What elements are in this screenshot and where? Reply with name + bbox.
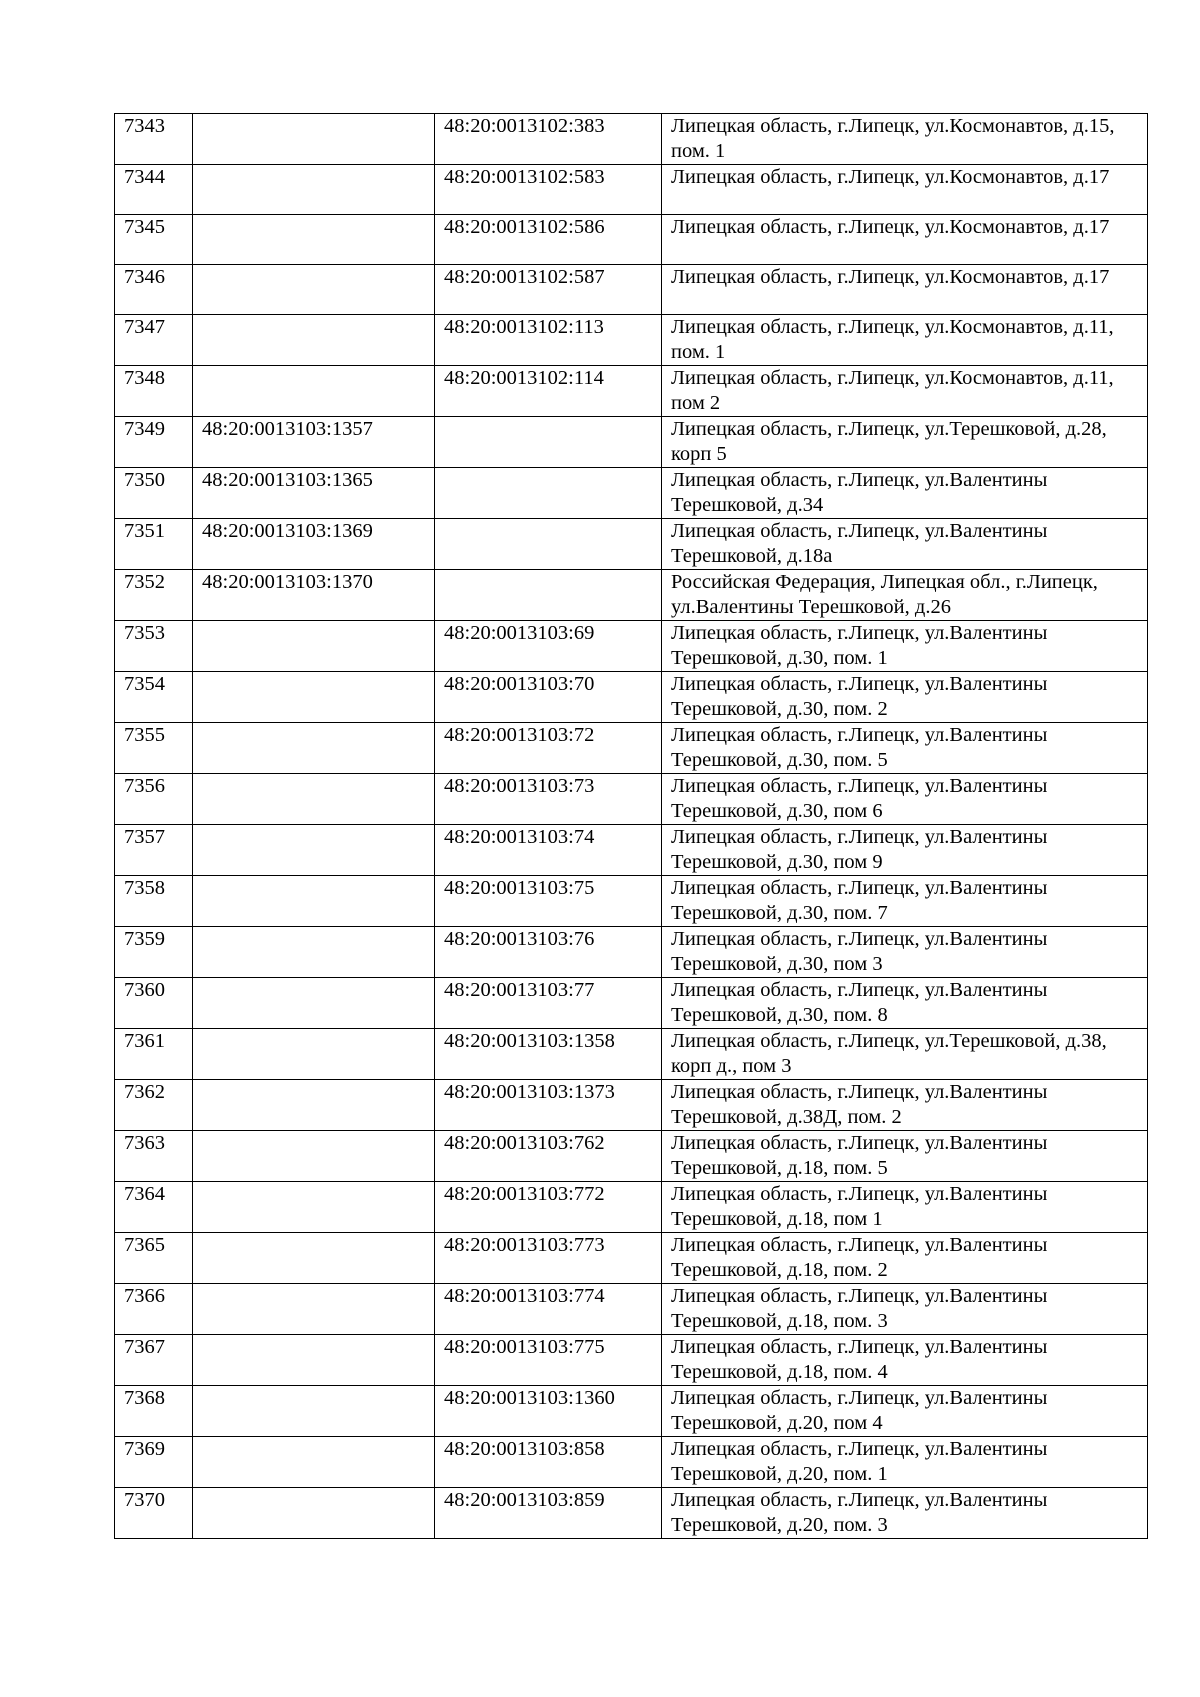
table-row xyxy=(115,265,1148,315)
room-cadastral-number-cell: 48:20:0013102:587 xyxy=(435,265,662,315)
address-cell: Липецкая область, г.Липецк, ул.Космонавтов, д.11, пом 2 xyxy=(662,366,1148,417)
building-cadastral-number-cell: 48:20:0013103:1357 xyxy=(193,417,435,468)
building-cadastral-number-cell xyxy=(193,927,435,978)
building-cadastral-number-cell xyxy=(193,265,435,315)
row-number-cell: 7369 xyxy=(115,1437,193,1488)
building-cadastral-number-cell xyxy=(193,1080,435,1131)
table-row xyxy=(115,315,1148,366)
property-registry-table xyxy=(114,113,1148,1539)
room-cadastral-number-cell: 48:20:0013103:1360 xyxy=(435,1386,662,1437)
building-cadastral-number-cell xyxy=(193,114,435,165)
address-cell: Липецкая область, г.Липецк, ул.Космонавтов, д.17 xyxy=(662,165,1148,215)
table-row xyxy=(115,723,1148,774)
room-cadastral-number-cell: 48:20:0013103:70 xyxy=(435,672,662,723)
address-cell: Липецкая область, г.Липецк, ул.Валентины Терешковой, д.38Д, пом. 2 xyxy=(662,1080,1148,1131)
row-number-cell: 7363 xyxy=(115,1131,193,1182)
address-cell: Липецкая область, г.Липецк, ул.Валентины Терешковой, д.30, пом. 7 xyxy=(662,876,1148,927)
table-row xyxy=(115,927,1148,978)
table-row xyxy=(115,774,1148,825)
row-number-cell: 7348 xyxy=(115,366,193,417)
address-cell: Липецкая область, г.Липецк, ул.Валентины Терешковой, д.18а xyxy=(662,519,1148,570)
row-number-cell: 7344 xyxy=(115,165,193,215)
building-cadastral-number-cell xyxy=(193,723,435,774)
room-cadastral-number-cell: 48:20:0013102:114 xyxy=(435,366,662,417)
address-cell: Липецкая область, г.Липецк, ул.Валентины Терешковой, д.30, пом 9 xyxy=(662,825,1148,876)
building-cadastral-number-cell: 48:20:0013103:1369 xyxy=(193,519,435,570)
building-cadastral-number-cell xyxy=(193,1233,435,1284)
row-number-cell: 7362 xyxy=(115,1080,193,1131)
table-row xyxy=(115,1029,1148,1080)
row-number-cell: 7367 xyxy=(115,1335,193,1386)
table-row xyxy=(115,215,1148,265)
table-body xyxy=(115,114,1148,1539)
table-row xyxy=(115,825,1148,876)
room-cadastral-number-cell xyxy=(435,570,662,621)
building-cadastral-number-cell xyxy=(193,165,435,215)
table-row xyxy=(115,621,1148,672)
address-cell: Липецкая область, г.Липецк, ул.Валентины Терешковой, д.20, пом. 1 xyxy=(662,1437,1148,1488)
room-cadastral-number-cell: 48:20:0013103:1358 xyxy=(435,1029,662,1080)
room-cadastral-number-cell: 48:20:0013103:858 xyxy=(435,1437,662,1488)
table-row xyxy=(115,1080,1148,1131)
row-number-cell: 7351 xyxy=(115,519,193,570)
row-number-cell: 7354 xyxy=(115,672,193,723)
room-cadastral-number-cell: 48:20:0013103:69 xyxy=(435,621,662,672)
address-cell: Липецкая область, г.Липецк, ул.Валентины Терешковой, д.18, пом. 3 xyxy=(662,1284,1148,1335)
table-row xyxy=(115,876,1148,927)
row-number-cell: 7360 xyxy=(115,978,193,1029)
building-cadastral-number-cell xyxy=(193,1335,435,1386)
room-cadastral-number-cell: 48:20:0013103:774 xyxy=(435,1284,662,1335)
row-number-cell: 7347 xyxy=(115,315,193,366)
address-cell: Липецкая область, г.Липецк, ул.Терешковой, д.38, корп д., пом 3 xyxy=(662,1029,1148,1080)
building-cadastral-number-cell xyxy=(193,1029,435,1080)
building-cadastral-number-cell xyxy=(193,366,435,417)
row-number-cell: 7359 xyxy=(115,927,193,978)
room-cadastral-number-cell: 48:20:0013102:113 xyxy=(435,315,662,366)
address-cell: Липецкая область, г.Липецк, ул.Валентины Терешковой, д.20, пом. 3 xyxy=(662,1488,1148,1539)
address-cell: Липецкая область, г.Липецк, ул.Валентины Терешковой, д.18, пом. 4 xyxy=(662,1335,1148,1386)
address-cell: Липецкая область, г.Липецк, ул.Космонавтов, д.17 xyxy=(662,265,1148,315)
building-cadastral-number-cell xyxy=(193,1386,435,1437)
room-cadastral-number-cell: 48:20:0013103:72 xyxy=(435,723,662,774)
room-cadastral-number-cell xyxy=(435,519,662,570)
table-row xyxy=(115,1437,1148,1488)
room-cadastral-number-cell xyxy=(435,417,662,468)
row-number-cell: 7370 xyxy=(115,1488,193,1539)
table-row xyxy=(115,1386,1148,1437)
building-cadastral-number-cell xyxy=(193,672,435,723)
address-cell: Липецкая область, г.Липецк, ул.Космонавтов, д.15, пом. 1 xyxy=(662,114,1148,165)
row-number-cell: 7352 xyxy=(115,570,193,621)
building-cadastral-number-cell xyxy=(193,1182,435,1233)
address-cell: Липецкая область, г.Липецк, ул.Валентины Терешковой, д.30, пом. 2 xyxy=(662,672,1148,723)
address-cell: Липецкая область, г.Липецк, ул.Валентины Терешковой, д.18, пом 1 xyxy=(662,1182,1148,1233)
table-row xyxy=(115,417,1148,468)
address-cell: Липецкая область, г.Липецк, ул.Валентины Терешковой, д.30, пом. 1 xyxy=(662,621,1148,672)
building-cadastral-number-cell xyxy=(193,825,435,876)
table-row xyxy=(115,672,1148,723)
building-cadastral-number-cell xyxy=(193,876,435,927)
room-cadastral-number-cell: 48:20:0013103:773 xyxy=(435,1233,662,1284)
row-number-cell: 7365 xyxy=(115,1233,193,1284)
table-row xyxy=(115,519,1148,570)
building-cadastral-number-cell xyxy=(193,1131,435,1182)
room-cadastral-number-cell: 48:20:0013103:762 xyxy=(435,1131,662,1182)
address-cell: Липецкая область, г.Липецк, ул.Валентины Терешковой, д.34 xyxy=(662,468,1148,519)
building-cadastral-number-cell xyxy=(193,621,435,672)
row-number-cell: 7345 xyxy=(115,215,193,265)
room-cadastral-number-cell: 48:20:0013103:73 xyxy=(435,774,662,825)
row-number-cell: 7368 xyxy=(115,1386,193,1437)
row-number-cell: 7353 xyxy=(115,621,193,672)
room-cadastral-number-cell: 48:20:0013103:772 xyxy=(435,1182,662,1233)
table-row xyxy=(115,165,1148,215)
room-cadastral-number-cell: 48:20:0013103:1373 xyxy=(435,1080,662,1131)
address-cell: Российская Федерация, Липецкая обл., г.Липецк, ул.Валентины Терешковой, д.26 xyxy=(662,570,1148,621)
address-cell: Липецкая область, г.Липецк, ул.Валентины Терешковой, д.18, пом. 2 xyxy=(662,1233,1148,1284)
building-cadastral-number-cell xyxy=(193,1437,435,1488)
row-number-cell: 7356 xyxy=(115,774,193,825)
table-row xyxy=(115,468,1148,519)
table-row xyxy=(115,1284,1148,1335)
building-cadastral-number-cell xyxy=(193,978,435,1029)
row-number-cell: 7346 xyxy=(115,265,193,315)
row-number-cell: 7364 xyxy=(115,1182,193,1233)
row-number-cell: 7349 xyxy=(115,417,193,468)
building-cadastral-number-cell: 48:20:0013103:1370 xyxy=(193,570,435,621)
address-cell: Липецкая область, г.Липецк, ул.Валентины Терешковой, д.18, пом. 5 xyxy=(662,1131,1148,1182)
row-number-cell: 7361 xyxy=(115,1029,193,1080)
row-number-cell: 7366 xyxy=(115,1284,193,1335)
building-cadastral-number-cell xyxy=(193,1284,435,1335)
building-cadastral-number-cell: 48:20:0013103:1365 xyxy=(193,468,435,519)
building-cadastral-number-cell xyxy=(193,774,435,825)
row-number-cell: 7358 xyxy=(115,876,193,927)
address-cell: Липецкая область, г.Липецк, ул.Терешковой, д.28, корп 5 xyxy=(662,417,1148,468)
row-number-cell: 7355 xyxy=(115,723,193,774)
address-cell: Липецкая область, г.Липецк, ул.Валентины Терешковой, д.20, пом 4 xyxy=(662,1386,1148,1437)
table-row xyxy=(115,1335,1148,1386)
building-cadastral-number-cell xyxy=(193,1488,435,1539)
table-row xyxy=(115,1488,1148,1539)
table-row xyxy=(115,1182,1148,1233)
room-cadastral-number-cell: 48:20:0013103:76 xyxy=(435,927,662,978)
table-row xyxy=(115,978,1148,1029)
table-row xyxy=(115,570,1148,621)
room-cadastral-number-cell: 48:20:0013102:383 xyxy=(435,114,662,165)
table-row xyxy=(115,1233,1148,1284)
address-cell: Липецкая область, г.Липецк, ул.Валентины Терешковой, д.30, пом. 8 xyxy=(662,978,1148,1029)
table-row xyxy=(115,1131,1148,1182)
table-row xyxy=(115,366,1148,417)
room-cadastral-number-cell xyxy=(435,468,662,519)
room-cadastral-number-cell: 48:20:0013103:77 xyxy=(435,978,662,1029)
address-cell: Липецкая область, г.Липецк, ул.Космонавтов, д.17 xyxy=(662,215,1148,265)
room-cadastral-number-cell: 48:20:0013103:75 xyxy=(435,876,662,927)
address-cell: Липецкая область, г.Липецк, ул.Валентины Терешковой, д.30, пом 6 xyxy=(662,774,1148,825)
building-cadastral-number-cell xyxy=(193,315,435,366)
address-cell: Липецкая область, г.Липецк, ул.Валентины Терешковой, д.30, пом. 5 xyxy=(662,723,1148,774)
row-number-cell: 7343 xyxy=(115,114,193,165)
row-number-cell: 7357 xyxy=(115,825,193,876)
row-number-cell: 7350 xyxy=(115,468,193,519)
building-cadastral-number-cell xyxy=(193,215,435,265)
room-cadastral-number-cell: 48:20:0013102:583 xyxy=(435,165,662,215)
address-cell: Липецкая область, г.Липецк, ул.Космонавтов, д.11, пом. 1 xyxy=(662,315,1148,366)
room-cadastral-number-cell: 48:20:0013103:859 xyxy=(435,1488,662,1539)
room-cadastral-number-cell: 48:20:0013103:74 xyxy=(435,825,662,876)
room-cadastral-number-cell: 48:20:0013103:775 xyxy=(435,1335,662,1386)
address-cell: Липецкая область, г.Липецк, ул.Валентины Терешковой, д.30, пом 3 xyxy=(662,927,1148,978)
table-row xyxy=(115,114,1148,165)
room-cadastral-number-cell: 48:20:0013102:586 xyxy=(435,215,662,265)
